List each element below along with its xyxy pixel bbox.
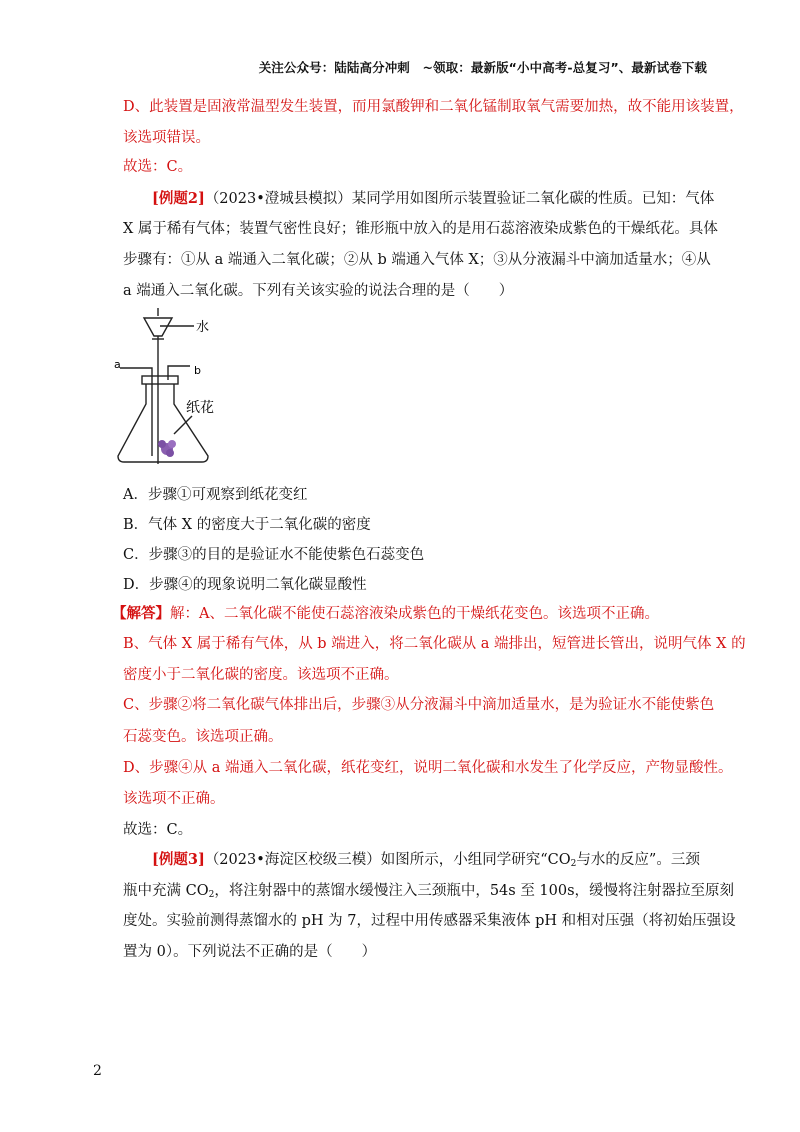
example2-text-l1: （2023•澄城县模拟）某同学用如图所示装置验证二氧化碳的性质。已知：气体 [204, 191, 715, 207]
answer-line5: 石蕊变色。该选项正确。 [123, 729, 283, 745]
example3-sub1: 2 [570, 859, 577, 869]
option-a: A．步骤①可观察到纸花变红 [123, 487, 308, 503]
example3-line2 [123, 881, 734, 905]
option-b: B．气体 X 的密度大于二氧化碳的密度 [123, 517, 371, 533]
answer-conclusion: 故选：C。 [123, 822, 193, 838]
paper-flower-icon [158, 440, 176, 457]
prev-option-d-line1: D、此装置是固液常温型发生装置，而用氯酸钾和二氧化锰制取氧气需要加热，故不能用该装置， [123, 99, 744, 115]
label-paper-flower: 纸花 [186, 400, 214, 416]
page-number: 2 [93, 1063, 102, 1079]
answer-line1 [112, 604, 659, 624]
answer-line4: C、步骤②将二氧化碳气体排出后，步骤③从分液漏斗中滴加适量水，是为验证水不能使紫色 [123, 697, 715, 713]
example3-text-l2a: 瓶中充满 CO [123, 883, 209, 899]
example2-tag: [例题2] [152, 190, 205, 207]
answer-text-l1: 解：A、二氧化碳不能使石蕊溶液染成紫色的干燥纸花变色。该选项不正确。 [170, 606, 659, 622]
example3-sub2: 2 [208, 890, 215, 900]
funnel-body [144, 318, 172, 336]
example3-line4: 置为 0）。下列说法不正确的是（ ） [123, 944, 377, 960]
option-c: C．步骤③的目的是验证水不能使紫色石蕊变色 [123, 547, 425, 563]
example3-tag: [例题3] [152, 851, 205, 868]
example3-text-l1a: （2023•海淀区校级三模）如图所示，小组同学研究“CO [204, 852, 571, 868]
example2-line2: X 属于稀有气体；装置气密性良好；锥形瓶中放入的是用石蕊溶液染成紫色的干燥纸花。具体 [123, 221, 718, 237]
example2-line1 [152, 189, 714, 209]
page-header: 关注公众号：陆陆高分冲刺 ~领取：最新版“小中高考-总复习”、最新试卷下载 [258, 60, 707, 75]
apparatus-figure [112, 306, 232, 471]
example3-text-l2b: ，将注射器中的蒸馏水缓慢注入三颈瓶中，54s 至 100s，缓慢将注射器拉至原刻 [214, 883, 735, 899]
answer-tag: 【解答】 [112, 605, 170, 622]
label-a: a [114, 358, 121, 371]
example3-line3: 度处。实验前测得蒸馏水的 pH 为 7，过程中用传感器采集液体 pH 和相对压强（将初始压强设 [123, 913, 736, 929]
answer-line7: 该选项不正确。 [123, 791, 225, 807]
example2-line4: a 端通入二氧化碳。下列有关该实验的说法合理的是（ ） [123, 283, 514, 299]
example3-line1 [152, 850, 700, 874]
prev-conclusion: 故选：C。 [123, 159, 193, 175]
prev-option-d-line2: 该选项错误。 [123, 130, 210, 146]
example2-line3: 步骤有：①从 a 端通入二氧化碳；②从 b 端通入气体 X；③从分液漏斗中滴加适量水；④从 [123, 252, 711, 268]
tube-b [168, 366, 190, 380]
example3-text-l1b: 与水的反应”。三颈 [576, 852, 700, 868]
rubber-stopper [142, 376, 178, 384]
answer-line6: D、步骤④从 a 端通入二氧化碳，纸花变红，说明二氧化碳和水发生了化学反应，产物显酸性。 [123, 760, 733, 776]
label-b: b [194, 364, 201, 377]
answer-line3: 密度小于二氧化碳的密度。该选项不正确。 [123, 667, 399, 683]
option-d: D．步骤④的现象说明二氧化碳显酸性 [123, 577, 367, 593]
answer-line2: B、气体 X 属于稀有气体，从 b 端进入，将二氧化碳从 a 端排出，短管进长管出，说明气体 X 的 [123, 636, 746, 652]
label-water: 水 [196, 320, 210, 335]
